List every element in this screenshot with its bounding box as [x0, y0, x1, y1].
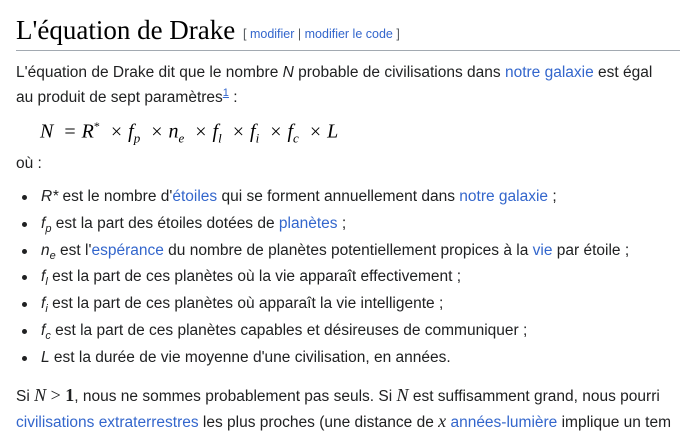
intro-line-2	[16, 86, 238, 110]
formula-sub-l: l	[218, 130, 222, 146]
symbol-letter: f	[41, 295, 46, 313]
link-etoiles[interactable]: étoiles	[172, 188, 218, 205]
formula-f: f	[128, 120, 134, 143]
bullet	[22, 249, 27, 254]
formula-r-star: *	[93, 119, 100, 133]
math-x: x	[438, 411, 447, 431]
outro-text: les plus proches (une distance de	[198, 414, 439, 431]
list-item-ne	[16, 238, 629, 265]
formula-n: N	[40, 120, 54, 143]
formula-sub-c: c	[293, 130, 299, 146]
formula-times: ×	[309, 120, 322, 143]
math-gt: >	[46, 385, 66, 405]
math-n: N	[396, 385, 409, 405]
list-item-fc	[16, 318, 629, 345]
param-text: ;	[337, 214, 347, 232]
formula-times: ×	[270, 120, 282, 143]
link-civilisations-extraterrestres[interactable]: civilisations extraterrestres	[16, 414, 199, 431]
param-text: par étoile ;	[552, 241, 630, 259]
formula-n-e: n	[168, 120, 179, 143]
outro-text: Si	[16, 388, 35, 405]
symbol-subscript: e	[49, 249, 56, 262]
param-text: est la durée de vie moyenne d'une civilisation, en années.	[49, 348, 451, 366]
symbol-subscript: l	[45, 276, 48, 289]
param-symbol	[41, 295, 48, 316]
link-notre-galaxie[interactable]: notre galaxie	[459, 188, 549, 205]
param-symbol: L	[41, 348, 50, 366]
bullet	[22, 195, 27, 200]
bullet	[22, 356, 27, 361]
drake-equation	[40, 119, 338, 147]
edit-bracket-open: [	[243, 27, 250, 41]
intro-text: probable de civilisations dans	[293, 64, 505, 81]
ou-label: où :	[16, 155, 42, 172]
formula-sub-i: i	[255, 130, 260, 146]
variable-n: N	[282, 64, 294, 81]
bullet	[22, 302, 27, 307]
bullet	[22, 329, 27, 334]
param-symbol: R*	[41, 188, 59, 205]
formula-f: f	[287, 120, 294, 143]
outro-line-1	[16, 383, 660, 409]
list-item-fl	[16, 264, 629, 291]
reference-link[interactable]: 1	[222, 86, 229, 99]
formula-f: f	[212, 120, 219, 143]
param-text: qui se forment annuellement dans	[217, 188, 460, 205]
edit-separator: |	[294, 27, 305, 41]
intro-text: L'équation de Drake dit que le nombre	[16, 64, 283, 81]
intro-line-1	[16, 61, 652, 85]
bullet	[22, 222, 27, 227]
link-notre-galaxie[interactable]: notre galaxie	[504, 64, 594, 81]
symbol-subscript: i	[45, 303, 48, 316]
parameters-list	[16, 184, 629, 372]
intro-text: est égal	[593, 64, 653, 81]
formula-times: ×	[151, 120, 163, 143]
bullet	[22, 275, 27, 280]
formula-equals: =	[64, 120, 76, 143]
outro-text: est suffisamment grand, nous pourri	[408, 388, 660, 405]
edit-bracket-close: ]	[392, 27, 400, 41]
intro-text: au produit de sept paramètres	[16, 89, 223, 106]
param-symbol	[41, 268, 48, 289]
list-item-fp	[16, 211, 629, 238]
math-n: N	[34, 385, 47, 405]
symbol-letter: n	[41, 241, 50, 259]
symbol-letter: f	[41, 214, 46, 232]
outro-text: implique un tem	[557, 414, 672, 431]
link-annees-lumiere[interactable]: années-lumière	[450, 414, 558, 431]
param-text: ;	[548, 188, 557, 205]
link-esperance[interactable]: espérance	[91, 241, 164, 259]
edit-source-link[interactable]: modifier le code	[304, 27, 393, 41]
link-vie[interactable]: vie	[532, 241, 553, 259]
formula-sub-p: p	[133, 130, 141, 146]
symbol-subscript: c	[45, 330, 51, 343]
section-heading	[16, 14, 680, 51]
edit-link[interactable]: modifier	[249, 27, 295, 41]
param-symbol	[41, 321, 51, 343]
section-title: L'équation de Drake	[16, 15, 236, 45]
list-item-l	[16, 345, 629, 372]
param-text: est la part de ces planètes capables et désireuses de communiquer ;	[50, 321, 528, 339]
intro-text: :	[228, 89, 238, 106]
param-text: est la part de ces planètes où la vie apparaît effectivement ;	[47, 268, 462, 286]
symbol-letter: f	[41, 268, 46, 286]
formula-sub-e: e	[178, 130, 185, 146]
symbol-letter: f	[41, 321, 46, 339]
formula-f: f	[250, 120, 256, 143]
symbol-subscript: p	[45, 222, 52, 235]
outro-line-2	[16, 409, 671, 435]
param-text: du nombre de planètes potentiellement propices à la	[163, 241, 533, 259]
math-one: 1	[65, 385, 75, 405]
formula-l: L	[327, 120, 339, 143]
list-item-fi	[16, 291, 629, 318]
list-item-r-star	[16, 184, 629, 211]
formula-times: ×	[110, 120, 123, 143]
param-text: est le nombre d'	[58, 188, 173, 205]
param-symbol	[41, 214, 52, 235]
param-symbol	[41, 241, 56, 262]
edit-section-links	[243, 27, 400, 41]
formula-r: R	[81, 120, 94, 143]
param-text: est l'	[55, 241, 92, 259]
formula-times: ×	[195, 120, 207, 143]
param-text: est la part de ces planètes où apparaît la vie intelligente ;	[47, 295, 444, 313]
outro-text: , nous ne sommes probablement pas seuls. Si	[74, 388, 397, 405]
link-planetes[interactable]: planètes	[278, 214, 338, 232]
formula-times: ×	[232, 120, 244, 143]
param-text: est la part des étoiles dotées de	[51, 214, 279, 232]
